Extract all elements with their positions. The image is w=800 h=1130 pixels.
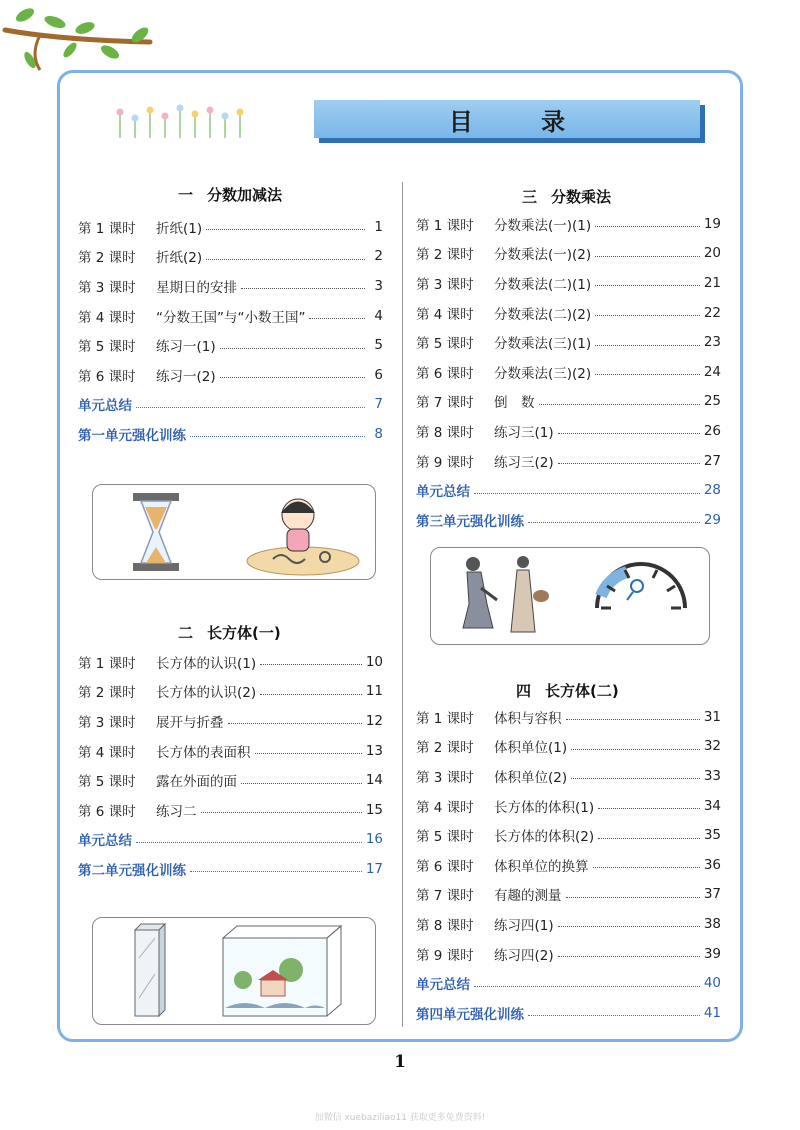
lesson-number: 第 1 课时 bbox=[78, 220, 136, 237]
toc-page-number: 3 bbox=[374, 277, 383, 294]
toc-entry-title: 分数乘法(三)(1) bbox=[494, 336, 592, 353]
toc-page-number: 40 bbox=[703, 975, 721, 992]
toc-lesson-row[interactable] bbox=[416, 298, 721, 328]
toc-page-number: 31 bbox=[703, 708, 721, 725]
toc-lesson-row[interactable] bbox=[416, 880, 721, 910]
unit-4-number: 四 bbox=[516, 682, 532, 700]
toc-page-number: 24 bbox=[703, 363, 721, 380]
toc-entry-title: 长方体的认识(2) bbox=[156, 685, 257, 702]
toc-page-number: 14 bbox=[365, 772, 383, 789]
toc-entry-title: 单元总结 bbox=[78, 833, 132, 850]
lesson-number: 第 6 课时 bbox=[416, 365, 474, 382]
lesson-number: 第 3 课时 bbox=[416, 769, 474, 786]
toc-entry-title: 有趣的测量 bbox=[494, 888, 562, 905]
toc-entry-title: 体积与容积 bbox=[494, 710, 562, 727]
lesson-number: 第 4 课时 bbox=[416, 306, 474, 323]
dot-leader bbox=[558, 463, 700, 464]
dot-leader bbox=[571, 749, 700, 750]
toc-entry-title: 练习四(2) bbox=[494, 947, 554, 964]
toc-page-number: 20 bbox=[703, 245, 721, 262]
toc-unit-summary-row[interactable] bbox=[78, 825, 383, 855]
dot-leader bbox=[136, 407, 365, 408]
toc-page-number: 8 bbox=[374, 425, 383, 442]
toc-entry-title: 第二单元强化训练 bbox=[78, 862, 186, 879]
unit-2-number: 二 bbox=[178, 624, 194, 642]
toc-page-number: 27 bbox=[703, 452, 721, 469]
toc-entry-title: 露在外面的面 bbox=[156, 774, 237, 791]
unit-2-picture bbox=[92, 917, 376, 1025]
toc-unit-summary-row[interactable] bbox=[78, 390, 383, 420]
lesson-number: 第 4 课时 bbox=[416, 799, 474, 816]
toc-entry-title: 练习二 bbox=[156, 803, 197, 820]
dot-leader bbox=[595, 315, 700, 316]
lesson-number: 第 3 课时 bbox=[78, 279, 136, 296]
toc-page-number: 2 bbox=[374, 248, 383, 265]
toc-page-number: 7 bbox=[374, 396, 383, 413]
toc-page-number: 16 bbox=[365, 831, 383, 848]
toc-page-number: 4 bbox=[374, 307, 383, 324]
toc-lesson-row[interactable] bbox=[416, 446, 721, 476]
dot-leader bbox=[558, 956, 700, 957]
toc-lesson-row[interactable] bbox=[78, 330, 383, 360]
unit-2-heading bbox=[178, 622, 295, 643]
hourglass-and-girl-illustration bbox=[93, 485, 377, 581]
toc-entry-title: 分数乘法(一)(1) bbox=[494, 217, 592, 234]
lesson-number: 第 5 课时 bbox=[416, 829, 474, 846]
toc-entry-title: 长方体的认识(1) bbox=[156, 655, 257, 672]
dot-leader bbox=[528, 522, 700, 523]
unit-2-toc bbox=[78, 647, 383, 884]
dot-leader bbox=[558, 433, 700, 434]
footer-watermark-note: 加微信 xuebaziliao11 获取更多免费资料! bbox=[314, 1113, 486, 1123]
dot-leader bbox=[474, 493, 700, 494]
dot-leader bbox=[255, 753, 362, 754]
dot-leader bbox=[558, 926, 700, 927]
toc-lesson-row[interactable] bbox=[416, 732, 721, 762]
dot-leader bbox=[595, 374, 700, 375]
dot-leader bbox=[309, 318, 365, 319]
toc-entry-title: “分数王国”与“小数王国” bbox=[156, 309, 306, 326]
lesson-number: 第 4 课时 bbox=[78, 744, 136, 761]
toc-page-number: 23 bbox=[703, 334, 721, 351]
toc-lesson-row[interactable] bbox=[416, 268, 721, 298]
toc-unit-training-row[interactable] bbox=[78, 854, 383, 884]
toc-entry-title: 分数乘法(二)(2) bbox=[494, 306, 592, 323]
toc-entry-title: 练习三(2) bbox=[494, 454, 554, 471]
toc-lesson-row[interactable] bbox=[416, 820, 721, 850]
toc-page-number: 28 bbox=[703, 482, 721, 499]
toc-page-number: 41 bbox=[703, 1004, 721, 1021]
toc-entry-title: 折纸(1) bbox=[156, 220, 203, 237]
unit-4-toc bbox=[416, 702, 721, 1028]
lesson-number: 第 2 课时 bbox=[78, 250, 136, 267]
toc-entry-title: 练习三(1) bbox=[494, 424, 554, 441]
toc-entry-title: 体积单位(2) bbox=[494, 769, 568, 786]
unit-1-number: 一 bbox=[178, 186, 194, 204]
toc-page-number: 26 bbox=[703, 422, 721, 439]
dot-leader bbox=[206, 229, 365, 230]
toc-entry-title: 第四单元强化训练 bbox=[416, 1006, 524, 1023]
toc-page-number: 37 bbox=[703, 886, 721, 903]
toc-page-number: 36 bbox=[703, 856, 721, 873]
toc-entry-title: 单元总结 bbox=[416, 977, 470, 994]
dot-leader bbox=[220, 377, 365, 378]
dot-leader bbox=[571, 778, 700, 779]
toc-lesson-row[interactable] bbox=[416, 909, 721, 939]
dot-leader bbox=[598, 808, 700, 809]
unit-3-title: 分数乘法 bbox=[551, 188, 612, 206]
dot-leader bbox=[598, 838, 700, 839]
toc-page-number: 11 bbox=[365, 683, 383, 700]
flowers-decoration bbox=[110, 100, 260, 142]
dot-leader bbox=[220, 348, 365, 349]
toc-lesson-row[interactable] bbox=[78, 301, 383, 331]
toc-lesson-row[interactable] bbox=[78, 795, 383, 825]
dot-leader bbox=[228, 723, 362, 724]
unit-1-picture bbox=[92, 484, 376, 580]
unit-4-title: 长方体(二) bbox=[545, 682, 619, 700]
toc-entry-title: 星期日的安排 bbox=[156, 279, 237, 296]
toc-entry-title: 分数乘法(二)(1) bbox=[494, 276, 592, 293]
figures-and-gauge-illustration bbox=[431, 548, 711, 646]
toc-unit-training-row[interactable] bbox=[416, 505, 721, 535]
lesson-number: 第 2 课时 bbox=[416, 247, 474, 264]
lesson-number: 第 6 课时 bbox=[78, 368, 136, 385]
dot-leader bbox=[595, 285, 700, 286]
lesson-number: 第 2 课时 bbox=[78, 685, 136, 702]
toc-unit-training-row[interactable] bbox=[78, 419, 383, 449]
toc-lesson-row[interactable] bbox=[416, 387, 721, 417]
toc-entry-title: 分数乘法(三)(2) bbox=[494, 365, 592, 382]
toc-entry-title: 长方体的体积(2) bbox=[494, 829, 595, 846]
lesson-number: 第 5 课时 bbox=[78, 774, 136, 791]
toc-lesson-row[interactable] bbox=[78, 706, 383, 736]
toc-page-number: 22 bbox=[703, 304, 721, 321]
dot-leader bbox=[190, 871, 362, 872]
unit-1-title: 分数加减法 bbox=[207, 186, 283, 204]
lesson-number: 第 1 课时 bbox=[416, 217, 474, 234]
dot-leader bbox=[474, 986, 700, 987]
lesson-number: 第 7 课时 bbox=[416, 888, 474, 905]
toc-page-number: 10 bbox=[365, 653, 383, 670]
toc-page-number: 19 bbox=[703, 215, 721, 232]
toc-entry-title: 展开与折叠 bbox=[156, 714, 224, 731]
toc-lesson-row[interactable] bbox=[78, 271, 383, 301]
dot-leader bbox=[593, 867, 700, 868]
toc-lesson-row[interactable] bbox=[416, 791, 721, 821]
toc-entry-title: 练习四(1) bbox=[494, 917, 554, 934]
toc-lesson-row[interactable] bbox=[416, 702, 721, 732]
lesson-number: 第 7 课时 bbox=[416, 395, 474, 412]
toc-lesson-row[interactable] bbox=[78, 242, 383, 272]
lesson-number: 第 6 课时 bbox=[78, 803, 136, 820]
unit-3-number: 三 bbox=[522, 188, 538, 206]
unit-2-title: 长方体(一) bbox=[207, 624, 281, 642]
toc-lesson-row[interactable] bbox=[78, 677, 383, 707]
column-divider bbox=[402, 182, 403, 1027]
toc-unit-training-row[interactable] bbox=[416, 998, 721, 1028]
toc-page-number: 12 bbox=[365, 712, 383, 729]
branch-illustration bbox=[0, 0, 170, 80]
unit-3-picture bbox=[430, 547, 710, 645]
lesson-number: 第 2 课时 bbox=[416, 740, 474, 757]
toc-lesson-row[interactable] bbox=[78, 736, 383, 766]
toc-page-number: 35 bbox=[703, 827, 721, 844]
lesson-number: 第 3 课时 bbox=[416, 276, 474, 293]
toc-page-number: 15 bbox=[365, 801, 383, 818]
lesson-number: 第 1 课时 bbox=[416, 710, 474, 727]
toc-page-number: 39 bbox=[703, 945, 721, 962]
page-title: 目 录 bbox=[314, 100, 700, 138]
unit-3-heading bbox=[522, 186, 625, 207]
toc-entry-title: 练习一(2) bbox=[156, 368, 216, 385]
lesson-number: 第 5 课时 bbox=[416, 336, 474, 353]
dot-leader bbox=[595, 345, 700, 346]
unit-4-heading bbox=[516, 680, 633, 701]
toc-entry-title: 单元总结 bbox=[416, 484, 470, 501]
toc-page-number: 17 bbox=[365, 860, 383, 877]
toc-entry-title: 第三单元强化训练 bbox=[416, 513, 524, 530]
lesson-number: 第 9 课时 bbox=[416, 947, 474, 964]
lesson-number: 第 1 课时 bbox=[78, 655, 136, 672]
dot-leader bbox=[260, 694, 362, 695]
toc-lesson-row[interactable] bbox=[78, 212, 383, 242]
dot-leader bbox=[136, 842, 362, 843]
toc-page-number: 1 bbox=[374, 218, 383, 235]
toc-page-number: 13 bbox=[365, 742, 383, 759]
toc-page-number: 34 bbox=[703, 797, 721, 814]
toc-entry-title: 第一单元强化训练 bbox=[78, 427, 186, 444]
toc-page-number: 32 bbox=[703, 738, 721, 755]
lesson-number: 第 4 课时 bbox=[78, 309, 136, 326]
dot-leader bbox=[539, 404, 700, 405]
dot-leader bbox=[201, 812, 362, 813]
dot-leader bbox=[566, 897, 700, 898]
dot-leader bbox=[595, 256, 700, 257]
toc-entry-title: 折纸(2) bbox=[156, 250, 203, 267]
dot-leader bbox=[260, 664, 362, 665]
unit-3-toc bbox=[416, 209, 721, 535]
lesson-number: 第 3 课时 bbox=[78, 714, 136, 731]
dot-leader bbox=[206, 259, 365, 260]
toc-lesson-row[interactable] bbox=[78, 647, 383, 677]
toc-entry-title: 分数乘法(一)(2) bbox=[494, 247, 592, 264]
toc-lesson-row[interactable] bbox=[416, 239, 721, 269]
toc-lesson-row[interactable] bbox=[416, 416, 721, 446]
toc-page-number: 5 bbox=[374, 337, 383, 354]
toc-unit-summary-row[interactable] bbox=[416, 968, 721, 998]
toc-lesson-row[interactable] bbox=[416, 939, 721, 969]
lesson-number: 第 6 课时 bbox=[416, 858, 474, 875]
toc-lesson-row[interactable] bbox=[78, 765, 383, 795]
cuboid-and-aquarium-illustration bbox=[93, 918, 377, 1026]
toc-page-number: 21 bbox=[703, 274, 721, 291]
toc-page-number: 6 bbox=[374, 366, 383, 383]
toc-entry-title: 体积单位的换算 bbox=[494, 858, 589, 875]
toc-page-number: 38 bbox=[703, 915, 721, 932]
dot-leader bbox=[241, 783, 362, 784]
toc-entry-title: 练习一(1) bbox=[156, 339, 216, 356]
toc-lesson-row[interactable] bbox=[78, 360, 383, 390]
page-number: 1 bbox=[394, 1052, 406, 1072]
toc-entry-title: 体积单位(1) bbox=[494, 740, 568, 757]
toc-lesson-row[interactable] bbox=[416, 761, 721, 791]
dot-leader bbox=[528, 1015, 700, 1016]
dot-leader bbox=[241, 288, 365, 289]
dot-leader bbox=[595, 226, 700, 227]
toc-page-number: 25 bbox=[703, 393, 721, 410]
lesson-number: 第 8 课时 bbox=[416, 917, 474, 934]
toc-entry-title: 单元总结 bbox=[78, 398, 132, 415]
toc-entry-title: 长方体的体积(1) bbox=[494, 799, 595, 816]
toc-page-number: 29 bbox=[703, 511, 721, 528]
toc-entry-title: 长方体的表面积 bbox=[156, 744, 251, 761]
toc-entry-title: 倒 数 bbox=[494, 395, 535, 412]
unit-1-heading bbox=[178, 184, 296, 205]
lesson-number: 第 5 课时 bbox=[78, 339, 136, 356]
toc-lesson-row[interactable] bbox=[416, 327, 721, 357]
dot-leader bbox=[190, 436, 365, 437]
toc-page-number: 33 bbox=[703, 767, 721, 784]
toc-lesson-row[interactable] bbox=[416, 850, 721, 880]
toc-unit-summary-row[interactable] bbox=[416, 475, 721, 505]
lesson-number: 第 9 课时 bbox=[416, 454, 474, 471]
dot-leader bbox=[566, 719, 700, 720]
toc-lesson-row[interactable] bbox=[416, 209, 721, 239]
toc-lesson-row[interactable] bbox=[416, 357, 721, 387]
lesson-number: 第 8 课时 bbox=[416, 424, 474, 441]
unit-1-toc bbox=[78, 212, 383, 449]
